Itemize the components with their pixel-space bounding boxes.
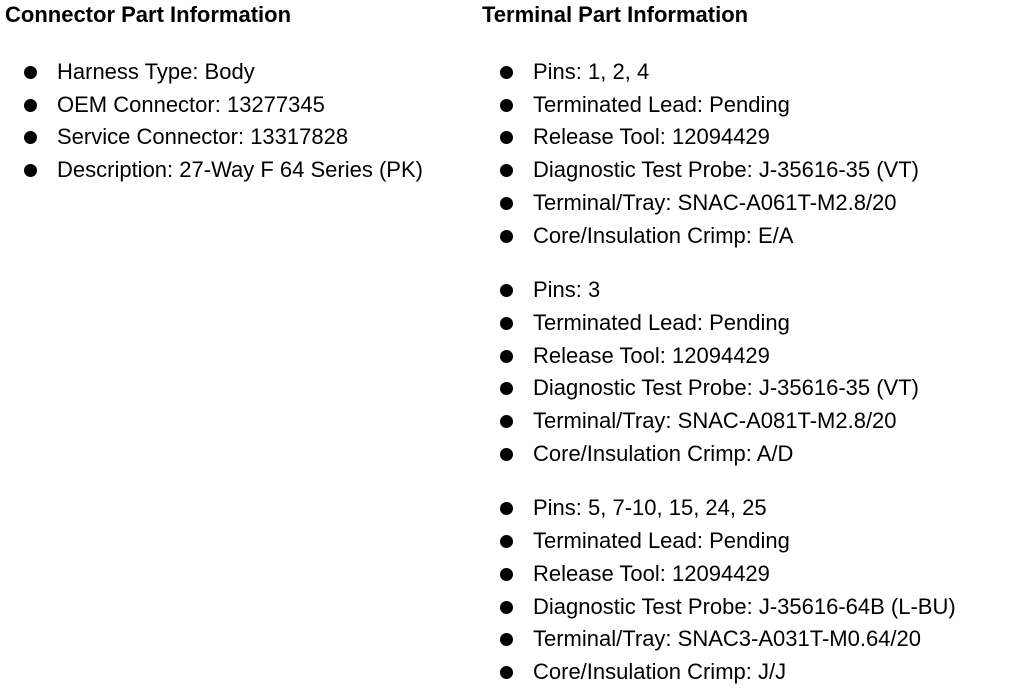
list-item-text: Description: 27-Way F 64 Series (PK) [57, 157, 423, 183]
bullet-icon [500, 415, 513, 428]
terminal-group-list [500, 274, 1022, 470]
list-item [500, 492, 1022, 525]
bullet-icon [24, 131, 37, 144]
list-item-text: Diagnostic Test Probe: J-35616-35 (VT) [533, 375, 919, 401]
bullet-icon [24, 164, 37, 177]
list-item [500, 591, 1022, 624]
list-item [500, 525, 1022, 558]
bullet-icon [500, 601, 513, 614]
list-item [500, 372, 1022, 405]
bullet-icon [500, 502, 513, 515]
list-item [500, 558, 1022, 591]
list-item-text: Terminal/Tray: SNAC-A061T-M2.8/20 [533, 189, 897, 215]
connector-part-section [5, 0, 475, 187]
list-item-text: Diagnostic Test Probe: J-35616-64B (L-BU) [533, 593, 956, 619]
list-item [500, 220, 1022, 253]
list-item [500, 274, 1022, 307]
terminal-group-list [500, 492, 1022, 688]
bullet-icon [500, 197, 513, 210]
bullet-icon [24, 99, 37, 112]
bullet-icon [500, 317, 513, 330]
terminal-part-heading: Terminal Part Information [482, 2, 749, 27]
list-item-text: Diagnostic Test Probe: J-35616-35 (VT) [533, 157, 919, 183]
bullet-icon [500, 350, 513, 363]
list-item [500, 438, 1022, 471]
bullet-icon [24, 66, 37, 79]
list-item-text: Harness Type: Body [57, 59, 255, 84]
list-item-text: Terminal/Tray: SNAC3-A031T-M0.64/20 [533, 626, 921, 652]
list-item [500, 187, 1022, 220]
list-item [500, 56, 1022, 89]
bullet-icon [500, 568, 513, 581]
list-item [24, 121, 475, 154]
list-item-text: Core/Insulation Crimp: A/D [533, 440, 794, 466]
list-item [500, 89, 1022, 122]
list-item-text: Terminal/Tray: SNAC-A081T-M2.8/20 [533, 408, 897, 434]
terminal-group-list [500, 56, 1022, 252]
bullet-icon [500, 99, 513, 112]
connector-part-heading: Connector Part Information [5, 2, 292, 27]
list-item [24, 56, 475, 89]
list-item-text: Release Tool: 12094429 [533, 560, 770, 586]
list-item-text: Release Tool: 12094429 [533, 124, 770, 150]
bullet-icon [500, 230, 513, 243]
list-item [500, 656, 1022, 689]
bullet-icon [500, 382, 513, 395]
list-item [500, 340, 1022, 373]
bullet-icon [500, 633, 513, 646]
list-item [500, 121, 1022, 154]
list-item [500, 154, 1022, 187]
list-item-text: Release Tool: 12094429 [533, 342, 770, 368]
list-item-text: Terminated Lead: Pending [533, 91, 790, 117]
list-item-text: Service Connector: 13317828 [57, 124, 349, 150]
list-item-text: Core/Insulation Crimp: J/J [533, 658, 787, 684]
list-item [24, 154, 475, 187]
list-item [24, 89, 475, 122]
connector-part-list [24, 56, 475, 187]
bullet-icon [500, 448, 513, 461]
list-item-text: Pins: 3 [533, 277, 601, 303]
bullet-icon [500, 164, 513, 177]
list-item-text: Terminated Lead: Pending [533, 309, 790, 335]
list-item-text: Pins: 5, 7-10, 15, 24, 25 [533, 495, 767, 521]
bullet-icon [500, 535, 513, 548]
list-item-text: Terminated Lead: Pending [533, 528, 790, 554]
list-item-text: Pins: 1, 2, 4 [533, 59, 650, 84]
bullet-icon [500, 66, 513, 79]
list-item [500, 405, 1022, 438]
terminal-part-section [482, 0, 1022, 689]
list-item-text: Core/Insulation Crimp: E/A [533, 222, 794, 248]
bullet-icon [500, 284, 513, 297]
bullet-icon [500, 666, 513, 679]
list-item [500, 307, 1022, 340]
bullet-icon [500, 131, 513, 144]
list-item [500, 623, 1022, 656]
list-item-text: OEM Connector: 13277345 [57, 91, 325, 117]
